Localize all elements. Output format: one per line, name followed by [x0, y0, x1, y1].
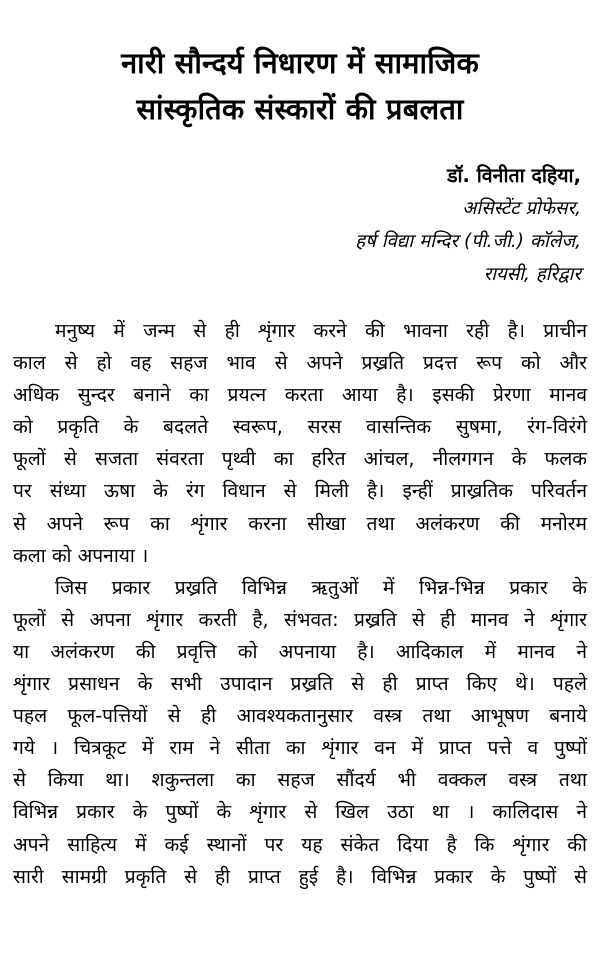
text-line: काल से हो वह सहज भाव से अपने प्रख्रति प्रदत्त रूप को और: [13, 351, 587, 375]
text-line: या अलंकरण की प्रवृत्ति को अपनाया है। आदिकाल में मानव ने: [13, 639, 587, 663]
text-line: अपने साहित्य में कई स्थानों पर यह संकेत दिया है कि शृंगार की: [13, 832, 587, 856]
text-line: अधिक सुन्दर बनाने का प्रयत्न करता आया है। इसकी प्रेरणा मानव: [13, 383, 587, 407]
article-title: [13, 0, 587, 132]
author-location: रायसी, हरिद्वार: [483, 264, 581, 285]
text-line: मनुष्य में जन्म से ही शृंगार करने की भावना रही है। प्राचीन: [55, 319, 587, 342]
text-line: से किया था। शकुन्तला का सहज सौंदर्य भी वक्कल वस्त्र तथा: [13, 768, 587, 792]
author-designation: असिस्टेंट प्रोफेसर,: [462, 198, 581, 219]
title-line-1: नारी सौन्दर्य निधारण में सामाजिक: [121, 46, 479, 80]
text-line: पहल फूल-पत्तियों से ही आवश्यकतानुसार वस्त्र तथा आभूषण बनाये: [13, 704, 587, 728]
author-institution: हर्ष विद्या मन्दिर (पी.जी.) कॉलेज,: [355, 231, 581, 252]
text-line: सारी सामग्री प्रकृति से ही प्राप्त हुई है। विभिन्न प्रकार के पुष्पों से: [13, 864, 587, 888]
text-line: गये । चित्रकूट में राम ने सीता का शृंगार वन में प्राप्त पत्ते व पुष्पों: [13, 736, 587, 760]
paragraph-2: [13, 572, 587, 893]
text-line: विभिन्न प्रकार के पुष्पों के शृंगार से खिल उठा था । कालिदास ने: [13, 800, 587, 824]
article-body: [13, 315, 587, 893]
text-line: को प्रकृति के बदलते स्वरूप, सरस वासन्तिक सुषमा, रंग-विरंगे: [13, 415, 587, 439]
text-line: शृंगार प्रसाधन के सभी उपादान प्रख्रति से ही प्राप्त किए थे। पहले: [13, 672, 587, 696]
author-block: [13, 159, 587, 291]
text-line: जिस प्रकार प्रख्रति विभिन्न ऋतुओं में भिन्न-भिन्न प्रकार के: [55, 575, 587, 599]
text-line: से अपने रूप का शृंगार करना सीखा तथा अलंकरण की मनोरम: [13, 511, 587, 535]
author-name: डॉ. विनीता दहिया,: [447, 164, 581, 187]
text-line: कला को अपनाया ।: [13, 543, 149, 567]
paragraph-1: [13, 315, 587, 572]
title-line-2: सांस्कृतिक संस्कारों की प्रबलता: [136, 92, 464, 126]
text-line: फूलों से सजता संवरता पृथ्वी का हरित आंचल, नीलगगन के फलक: [13, 447, 587, 471]
text-line: फूलों से अपना शृंगार करती है, संभवत: प्रख्रति से ही मानव ने शृंगार: [13, 607, 587, 631]
text-line: पर संध्या ऊषा के रंग विधान से मिली है। इन्हीं प्राख्रतिक परिवर्तन: [13, 479, 587, 503]
